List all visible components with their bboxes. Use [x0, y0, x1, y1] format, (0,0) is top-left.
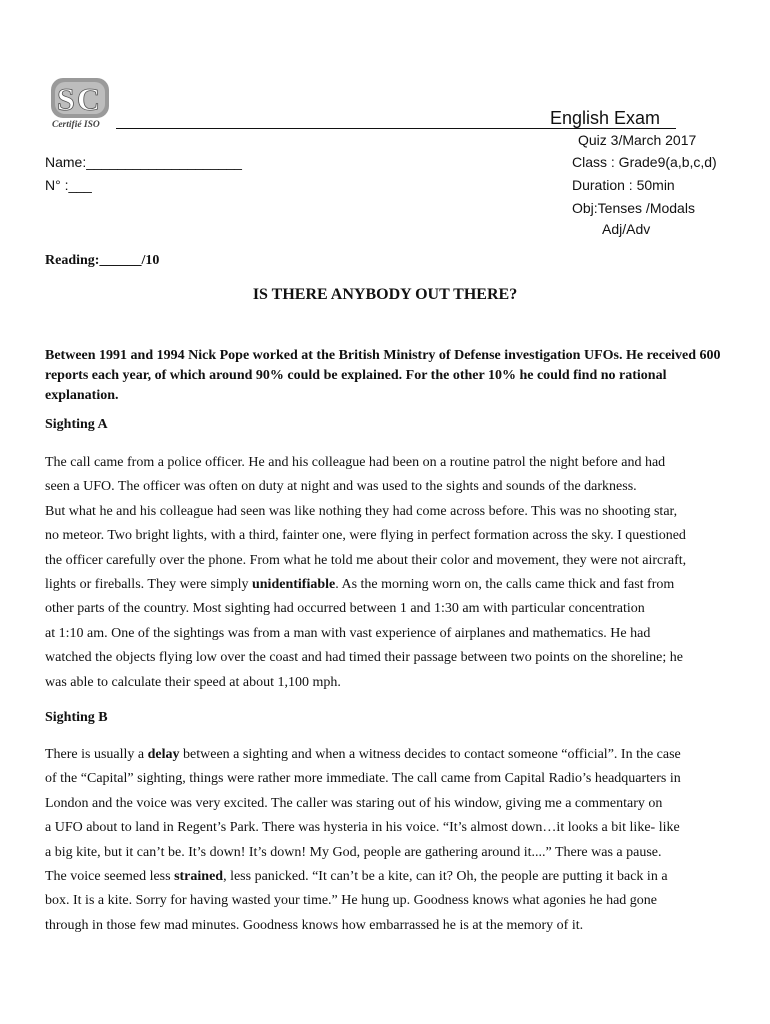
text-segment: The voice seemed less	[45, 869, 175, 885]
quiz-date: Quiz 3/March 2017	[578, 132, 697, 148]
paragraph-line	[45, 743, 745, 767]
paragraph-line	[45, 573, 745, 597]
text-segment: There is usually a	[45, 747, 148, 762]
reading-score: Reading:______/10	[45, 253, 160, 268]
sighting-b-paragraph	[45, 743, 745, 938]
text-segment: lights or fireballs. They were simply	[45, 577, 252, 593]
intro-paragraph: Between 1991 and 1994 Nick Pope worked at the British Ministry of Defense investigation UFOs. He received 600 reports each year, of which around 90% could be explained. For the other 10% he could find no rational explanation.	[45, 348, 721, 403]
class-info: Class : Grade9(a,b,c,d)	[572, 154, 717, 170]
paragraph-line	[45, 865, 745, 889]
school-logo	[49, 76, 111, 130]
exam-title: English Exam	[550, 108, 661, 128]
paragraph-line: no meteor. Two bright lights, with a third, fainter one, were flying in perfect formation across the sky. I questioned	[45, 528, 686, 544]
name-field: Name:____________________	[45, 154, 242, 170]
number-field: N° :___	[45, 177, 92, 193]
text-segment: , less panicked. “It can’t be a kite, can it? Oh, the people are putting it back in a	[223, 869, 668, 885]
vocab-word-delay: delay	[147, 747, 180, 762]
paragraph-line: was able to calculate their speed at about 1,100 mph.	[45, 674, 341, 690]
vocab-word-strained: strained	[174, 869, 224, 885]
text-segment: . As the morning worn on, the calls came thick and fast from	[335, 577, 675, 593]
duration-info: Duration : 50min	[572, 177, 675, 193]
paragraph-line: The call came from a police officer. He and his colleague had been on a routine patrol the night before and had	[45, 455, 666, 470]
logo-caption: Certifié ISO	[52, 120, 100, 130]
paragraph-line: other parts of the country. Most sighting had occurred between 1 and 1:30 am with particular concentration	[45, 601, 645, 617]
paragraph-line: at 1:10 am. One of the sightings was from a man with vast experience of airplanes and mathematics. He had	[45, 625, 651, 641]
paragraph-line: seen a UFO. The officer was often on duty at night and was used to the sights and sounds of the darkness.	[45, 479, 637, 495]
objectives-line-2: Adj/Adv	[602, 221, 651, 237]
sighting-a-heading: Sighting A	[45, 417, 108, 432]
vocab-word-unidentifiable: unidentifiable	[251, 577, 336, 593]
sighting-a-paragraph	[45, 451, 745, 695]
passage-title: IS THERE ANYBODY OUT THERE?	[252, 286, 518, 303]
paragraph-line: a big kite, but it can’t be. It’s down! It’s down! My God, people are gathering around it....” There was a pause.	[45, 844, 662, 860]
paragraph-line: But what he and his colleague had seen was like nothing they had come across before. This was no shooting star,	[45, 503, 678, 519]
paragraph-line: watched the objects flying low over the coast and had timed their passage between two points on the shoreline; he	[45, 650, 683, 666]
paragraph-line: box. It is a kite. Sorry for having wasted your time.” He hung up. Goodness knows what agonies he had gone	[45, 893, 657, 909]
objectives-line-1: Obj:Tenses /Modals	[572, 200, 695, 216]
svg-text:S: S	[57, 81, 75, 117]
sighting-b-heading: Sighting B	[45, 710, 108, 725]
paragraph-line: through in those few mad minutes. Goodness knows how embarrassed he is at the memory of it.	[45, 917, 584, 933]
paragraph-line: a UFO about to land in Regent’s Park. There was hysteria in his voice. “It’s almost down…it looks a bit like- like	[45, 820, 680, 836]
paragraph-line: the officer carefully over the phone. From what he told me about their color and movement, they were not aircraft,	[45, 552, 687, 568]
paragraph-line: London and the voice was very excited. The caller was staring out of his window, giving me a commentary on	[45, 795, 663, 811]
paragraph-line: of the “Capital” sighting, things were rather more immediate. The call came from Capital Radio’s headquarters in	[45, 771, 681, 787]
svg-text:C: C	[77, 81, 101, 117]
text-segment: between a sighting and when a witness decides to contact someone “official”. In the case	[179, 747, 681, 762]
